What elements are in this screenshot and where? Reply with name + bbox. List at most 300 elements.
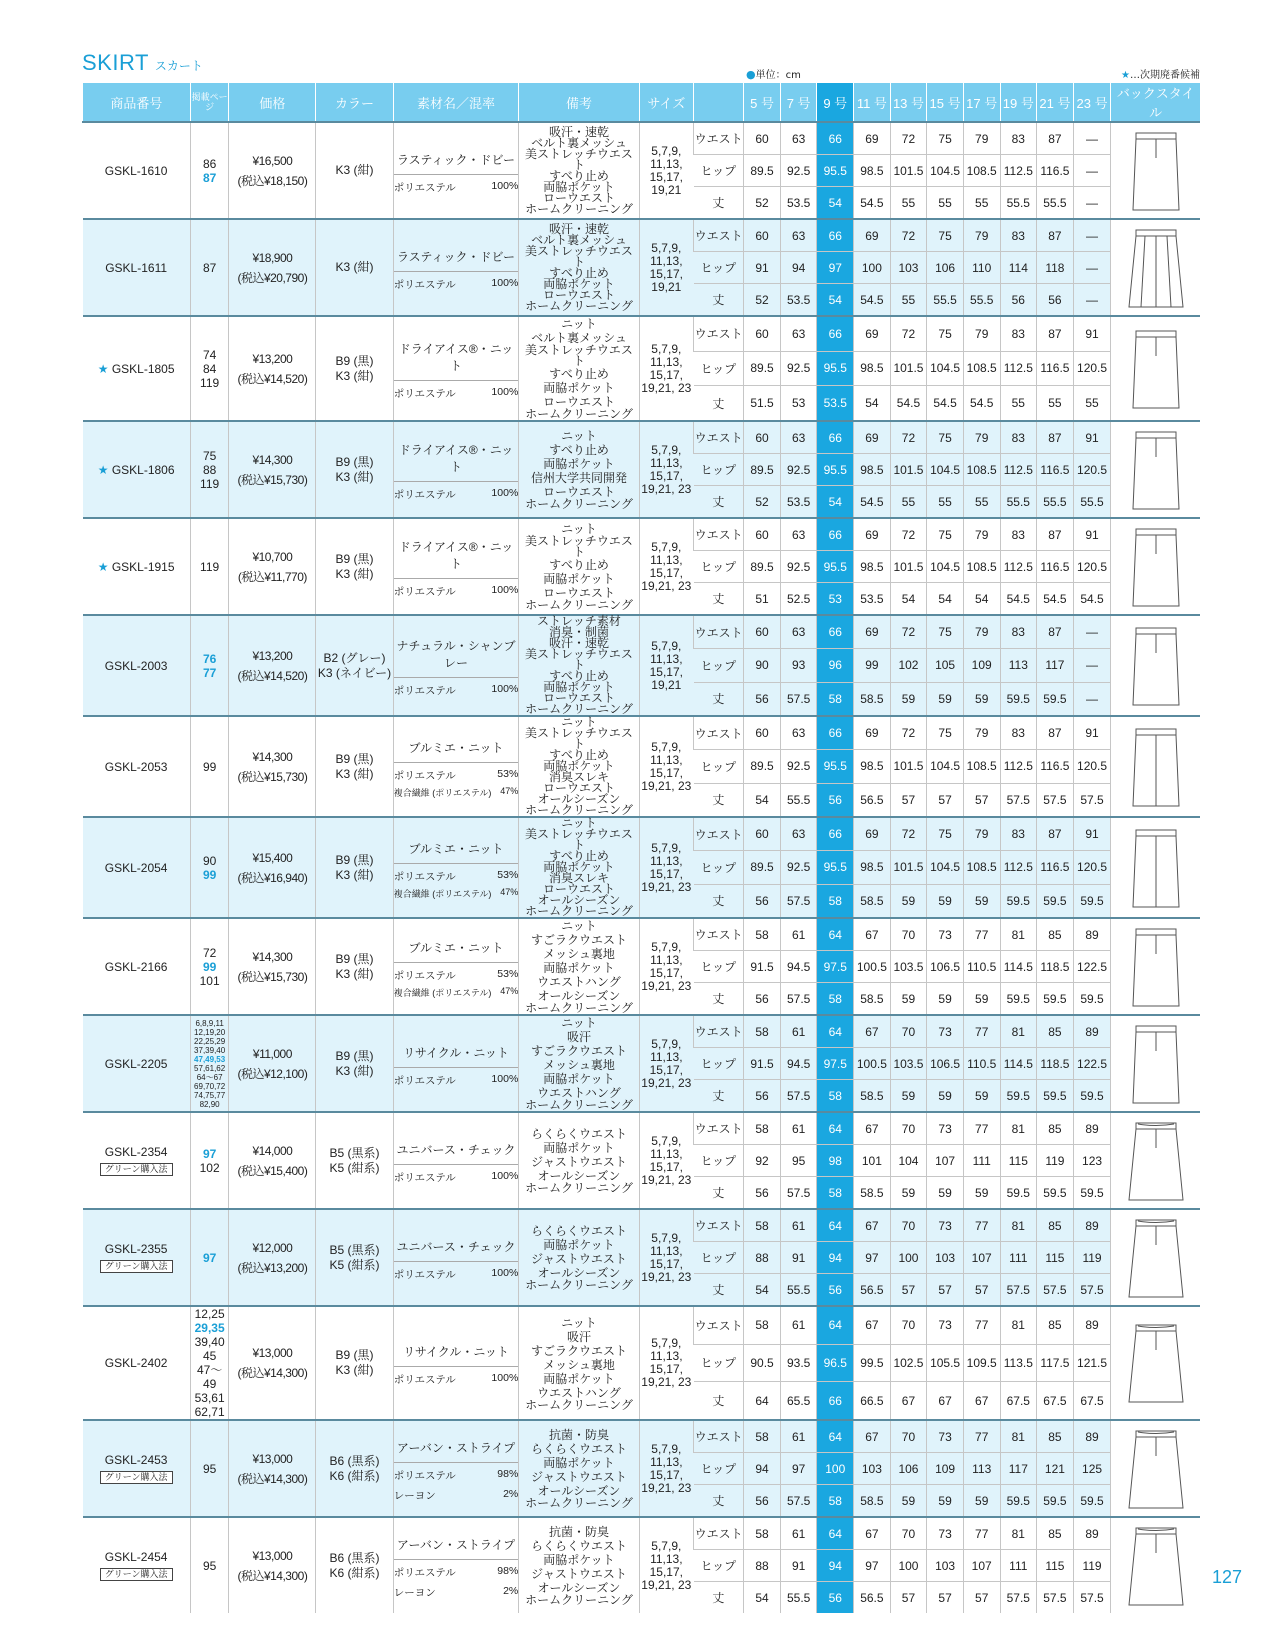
measure-label: ウエスト xyxy=(694,316,744,351)
size-value: 55.5 xyxy=(780,783,817,817)
size-value: 61 xyxy=(780,1112,817,1145)
color-cell xyxy=(316,1420,393,1517)
color-option: B9 (黒) xyxy=(335,1348,374,1362)
size-value: 117 xyxy=(1000,1453,1037,1485)
size-value: 85 xyxy=(1037,1517,1074,1550)
size-value: 58.5 xyxy=(854,1080,891,1113)
size-value: 60 xyxy=(744,615,781,649)
feature-note: ホームクリーニング xyxy=(525,598,633,612)
page-ref: 45 xyxy=(202,1349,217,1363)
measure-label: ウエスト xyxy=(694,518,744,551)
size-value: 81 xyxy=(1000,1420,1037,1453)
size-value: 97 xyxy=(854,1242,891,1274)
size-value: 52 xyxy=(744,187,781,220)
feature-note: 吸汗 xyxy=(566,1030,591,1044)
size-value: 59 xyxy=(927,983,964,1016)
feature-note: メッシュ裏地 xyxy=(543,1058,615,1072)
measure-label: 丈 xyxy=(694,1582,744,1614)
size-value: 54.5 xyxy=(963,386,1000,421)
size-value: 116.5 xyxy=(1037,155,1074,187)
size-value: 57 xyxy=(963,783,1000,817)
color-option: K3 (紺) xyxy=(335,1363,374,1377)
size-value: 109 xyxy=(963,649,1000,682)
page-ref: 76 xyxy=(202,651,217,666)
color-cell xyxy=(316,316,393,421)
size-value: 57.5 xyxy=(1073,783,1111,817)
size-value: 100 xyxy=(817,1453,854,1485)
measure-label: ウエスト xyxy=(694,219,744,252)
color-option: B9 (黒) xyxy=(335,551,374,566)
material-cell xyxy=(393,1517,519,1613)
size-value: 121 xyxy=(1037,1453,1074,1485)
color-option: K3 (紺) xyxy=(335,1063,374,1078)
skirt-back-icon xyxy=(1123,825,1189,911)
size-value: 66 xyxy=(817,122,854,155)
page-ref: 87 xyxy=(202,170,217,185)
page-ref: 102 xyxy=(199,1160,220,1175)
size-value: 92.5 xyxy=(780,551,817,583)
fiber-percent: 53% xyxy=(497,767,519,780)
measure-label: ヒップ xyxy=(694,1048,744,1080)
size-value: 115 xyxy=(1037,1550,1074,1582)
fiber-name: レーヨン xyxy=(393,1489,436,1502)
size-value: 57.5 xyxy=(1073,1582,1111,1614)
size-value: 101.5 xyxy=(890,551,927,583)
material-cell xyxy=(393,817,519,918)
size-value: 96.5 xyxy=(817,1344,854,1382)
skirt-back-icon xyxy=(1123,128,1189,214)
col-size-15: 15 号 xyxy=(927,83,964,122)
feature-note: すべり止め xyxy=(549,367,609,381)
table-row xyxy=(83,316,1201,351)
size-value: 83 xyxy=(1000,421,1037,454)
measure-label: ヒップ xyxy=(694,1242,744,1274)
size-value: 120.5 xyxy=(1073,351,1111,386)
available-sizes: 5,7,9, 11,13, 15,17, 19,21, 23 xyxy=(639,1306,693,1420)
material-name: ブルミエ・ニット xyxy=(394,935,519,963)
page-ref: 72 xyxy=(202,945,217,960)
size-value: 72 xyxy=(890,518,927,551)
size-value: 61 xyxy=(780,1015,817,1048)
page-ref: 119 xyxy=(200,559,220,574)
size-value: 63 xyxy=(780,316,817,351)
feature-note: 両脇ポケット xyxy=(543,572,615,586)
back-style-cell xyxy=(1111,1306,1200,1420)
size-value: 89 xyxy=(1073,1209,1111,1242)
table-row xyxy=(83,1015,1201,1048)
fiber-percent: 47% xyxy=(500,785,519,796)
size-value: 79 xyxy=(963,518,1000,551)
size-value: 123 xyxy=(1073,1145,1111,1177)
feature-note: ローウエスト xyxy=(542,287,615,302)
color-option: K3 (紺) xyxy=(335,260,374,274)
available-sizes: 5,7,9, 11,13, 15,17, 19,21 xyxy=(639,219,693,316)
size-value: 55 xyxy=(927,187,964,220)
size-value: 54 xyxy=(890,583,927,616)
size-value: 89.5 xyxy=(744,155,781,187)
size-value: 112.5 xyxy=(1000,351,1037,386)
size-value: 55 xyxy=(963,486,1000,519)
price-tax: (税込¥14,300) xyxy=(237,1471,308,1486)
material-cell xyxy=(393,1112,519,1209)
table-row xyxy=(83,421,1201,454)
size-value: 60 xyxy=(744,219,781,252)
size-value: 54 xyxy=(963,583,1000,616)
size-value: 57 xyxy=(890,1274,927,1307)
size-value: 75 xyxy=(927,421,964,454)
size-value: 58 xyxy=(744,1306,781,1344)
col-size-21: 21 号 xyxy=(1037,83,1074,122)
size-value: 59.5 xyxy=(1000,884,1037,918)
size-value: 108.5 xyxy=(963,454,1000,486)
measure-label: 丈 xyxy=(694,486,744,519)
size-value: 104.5 xyxy=(927,551,964,583)
star-icon: ★ xyxy=(1121,70,1130,81)
color-cell xyxy=(316,518,393,615)
product-code-cell xyxy=(83,1420,191,1517)
feature-note: 吸汗 xyxy=(566,1329,591,1344)
size-value: 57.5 xyxy=(780,884,817,918)
page-ref: 119 xyxy=(200,375,220,390)
color-cell xyxy=(316,615,393,716)
size-value: 59.5 xyxy=(1073,983,1111,1016)
size-value: 95.5 xyxy=(817,851,854,884)
size-value: 98 xyxy=(817,1145,854,1177)
size-value: 108.5 xyxy=(963,351,1000,386)
size-value: 59.5 xyxy=(1000,1080,1037,1113)
size-value: 91 xyxy=(1073,716,1111,750)
size-value: 75 xyxy=(927,817,964,851)
feature-note: すべり止め xyxy=(549,168,609,183)
material-composition xyxy=(394,678,519,698)
size-value: 72 xyxy=(890,716,927,750)
feature-note: 美ストレッチウエスト xyxy=(525,647,633,672)
feature-note: ジャストウエスト xyxy=(531,1252,627,1266)
size-value: 104.5 xyxy=(927,750,964,783)
size-value: 115 xyxy=(1037,1242,1074,1274)
size-value: 91 xyxy=(1073,518,1111,551)
size-value: — xyxy=(1073,155,1111,187)
size-value: 57.5 xyxy=(1037,1582,1074,1614)
skirt-back-icon xyxy=(1123,427,1189,513)
feature-note: 両脇ポケット xyxy=(543,860,615,874)
page-ref: 99 xyxy=(202,959,217,974)
material-cell xyxy=(393,518,519,615)
size-value: 55 xyxy=(963,187,1000,220)
size-value: 54.5 xyxy=(1037,583,1074,616)
size-value: 112.5 xyxy=(1000,155,1037,187)
size-value: 67 xyxy=(854,918,891,951)
product-code-cell xyxy=(83,316,191,421)
size-value: — xyxy=(1073,122,1111,155)
size-value: 91.5 xyxy=(744,951,781,983)
size-value: 66 xyxy=(817,421,854,454)
size-value: 109.5 xyxy=(963,1344,1000,1382)
back-style-cell xyxy=(1111,817,1200,918)
size-value: 103.5 xyxy=(890,951,927,983)
size-value: 56 xyxy=(744,1177,781,1210)
material-composition xyxy=(394,175,519,195)
size-value: 94 xyxy=(817,1550,854,1582)
color-option: K3 (紺) xyxy=(335,469,374,484)
measure-label: ヒップ xyxy=(694,551,744,583)
notes-cell xyxy=(519,918,639,1015)
size-value: 85 xyxy=(1037,1306,1074,1344)
feature-note: 両脇ポケット xyxy=(543,1072,615,1086)
price: ¥15,400 xyxy=(252,850,293,865)
measure-label: ヒップ xyxy=(694,649,744,682)
size-value: 64 xyxy=(817,918,854,951)
size-value: 83 xyxy=(1000,817,1037,851)
size-value: 92.5 xyxy=(780,454,817,486)
size-value: 106.5 xyxy=(927,951,964,983)
material-name: ドライアイス®・ニット xyxy=(394,336,519,381)
material-composition xyxy=(394,1068,519,1088)
skirt-back-icon xyxy=(1123,1523,1189,1609)
fiber-name: ポリエステル xyxy=(393,489,456,501)
size-value: 69 xyxy=(854,615,891,649)
fiber-name: ポリエステル xyxy=(393,870,456,883)
price-cell xyxy=(229,817,316,918)
price-cell xyxy=(229,1112,316,1209)
size-value: 59.5 xyxy=(1000,1485,1037,1518)
size-value: 120.5 xyxy=(1073,551,1111,583)
measure-label: 丈 xyxy=(694,884,744,918)
feature-note: ローウエスト xyxy=(542,586,615,600)
page-ref: 82,90 xyxy=(199,1099,220,1109)
size-value: 83 xyxy=(1000,615,1037,649)
size-value: 92.5 xyxy=(780,750,817,783)
bullet-icon: ● xyxy=(746,68,756,81)
size-value: 79 xyxy=(963,716,1000,750)
size-value: 72 xyxy=(890,615,927,649)
size-value: 59.5 xyxy=(1073,884,1111,918)
fiber-percent: 100% xyxy=(491,584,519,596)
size-value: 79 xyxy=(963,615,1000,649)
size-value: 89.5 xyxy=(744,454,781,486)
measure-label: ウエスト xyxy=(694,716,744,750)
size-value: 95.5 xyxy=(817,750,854,783)
size-value: 85 xyxy=(1037,1015,1074,1048)
size-value: 100.5 xyxy=(854,1048,891,1080)
product-code-cell xyxy=(83,518,191,615)
fiber-name: 複合繊維 (ポリエステル) xyxy=(393,888,492,899)
size-value: 89 xyxy=(1073,1420,1111,1453)
price: ¥13,000 xyxy=(252,1548,293,1563)
size-value: 85 xyxy=(1037,1420,1074,1453)
notes-cell xyxy=(519,122,639,219)
fiber-percent: 2% xyxy=(503,1584,519,1597)
feature-note: 両脇ポケット xyxy=(543,276,615,291)
size-value: 118 xyxy=(1037,252,1074,284)
size-value: 77 xyxy=(963,1112,1000,1145)
table-row xyxy=(83,918,1201,951)
size-value: 100.5 xyxy=(854,951,891,983)
table-row xyxy=(83,518,1201,551)
size-value: 79 xyxy=(963,421,1000,454)
measure-label: ヒップ xyxy=(694,1550,744,1582)
star-icon: ★ xyxy=(97,559,112,574)
price: ¥13,000 xyxy=(252,1346,293,1360)
size-value: 60 xyxy=(744,716,781,750)
size-value: 93.5 xyxy=(780,1344,817,1382)
size-value: 58 xyxy=(744,1517,781,1550)
pages-cell xyxy=(190,122,229,219)
size-value: 114 xyxy=(1000,252,1037,284)
feature-note: 吸汗・速乾 xyxy=(548,124,609,139)
table-row xyxy=(83,817,1201,851)
size-value: 77 xyxy=(963,1209,1000,1242)
size-value: 85 xyxy=(1037,1112,1074,1145)
size-value: 64 xyxy=(817,1517,854,1550)
price-tax: (税込¥13,200) xyxy=(237,1260,308,1275)
col-pages: 掲載ページ xyxy=(190,83,229,122)
size-value: 79 xyxy=(963,122,1000,155)
fiber-percent: 53% xyxy=(497,868,519,881)
product-code-cell xyxy=(83,615,191,716)
available-sizes: 5,7,9, 11,13, 15,17, 19,21, 23 xyxy=(639,817,693,918)
size-value: 104.5 xyxy=(927,851,964,884)
measure-label: 丈 xyxy=(694,983,744,1016)
pages-cell xyxy=(190,1306,229,1420)
size-value: 58.5 xyxy=(854,1177,891,1210)
size-value: 73 xyxy=(927,1209,964,1242)
feature-note: ローウエスト xyxy=(542,395,615,409)
feature-note: ウエストハング xyxy=(537,975,621,989)
product-code: GSKL-2454 xyxy=(104,1550,168,1564)
size-value: 119 xyxy=(1073,1550,1111,1582)
back-style-cell xyxy=(1111,1517,1200,1613)
fiber-percent: 100% xyxy=(491,1266,519,1279)
table-row xyxy=(83,122,1201,155)
size-value: 59 xyxy=(963,682,1000,716)
fiber-percent: 100% xyxy=(491,276,519,289)
measure-label: ウエスト xyxy=(694,1306,744,1344)
measure-label: 丈 xyxy=(694,1274,744,1307)
size-value: 59 xyxy=(927,682,964,716)
size-value: 120.5 xyxy=(1073,750,1111,783)
price-tax: (税込¥14,300) xyxy=(237,1366,308,1380)
size-value: 120.5 xyxy=(1073,454,1111,486)
page-ref: 53,61 xyxy=(194,1391,225,1405)
material-composition xyxy=(394,272,519,292)
feature-note: ホームクリーニング xyxy=(525,497,633,511)
col-size-9: 9 号 xyxy=(817,83,854,122)
fiber-name: ポリエステル xyxy=(393,586,456,598)
size-value: 72 xyxy=(890,122,927,155)
feature-note: オールシーズン xyxy=(537,1581,621,1595)
size-value: 58 xyxy=(817,682,854,716)
feature-note: 両脇ポケット xyxy=(543,759,615,773)
size-value: 59.5 xyxy=(1000,983,1037,1016)
material-composition xyxy=(394,884,519,900)
color-option: B6 (黒系) xyxy=(329,1550,380,1565)
size-value: 53.5 xyxy=(817,386,854,421)
color-option: B9 (黒) xyxy=(335,751,374,766)
measure-label: ヒップ xyxy=(694,155,744,187)
size-value: 57.5 xyxy=(1073,1274,1111,1307)
price-cell xyxy=(229,615,316,716)
page-ref: 95 xyxy=(202,1558,217,1573)
size-value: 97 xyxy=(780,1453,817,1485)
color-cell xyxy=(316,918,393,1015)
feature-note: 両脇ポケット xyxy=(543,1141,615,1155)
col-size-5: 5 号 xyxy=(744,83,781,122)
page-ref: 74 xyxy=(202,347,217,362)
pages-cell xyxy=(190,1112,229,1209)
size-value: 58.5 xyxy=(854,682,891,716)
size-value: 110 xyxy=(963,252,1000,284)
size-value: 63 xyxy=(780,122,817,155)
price-tax: (税込¥14,520) xyxy=(237,668,308,683)
material-composition xyxy=(394,482,519,502)
price-tax: (税込¥15,730) xyxy=(237,769,308,784)
size-value: 64 xyxy=(817,1112,854,1145)
fiber-name: 複合繊維 (ポリエステル) xyxy=(393,787,492,798)
fiber-percent: 2% xyxy=(503,1487,519,1500)
price-tax: (税込¥15,400) xyxy=(237,1163,308,1178)
size-value: 73 xyxy=(927,1420,964,1453)
size-value: 59.5 xyxy=(1000,682,1037,716)
size-value: 56 xyxy=(1000,284,1037,317)
product-code-cell xyxy=(83,219,191,316)
feature-note: 吸汗・速乾 xyxy=(548,221,609,236)
feature-note: ニット xyxy=(561,1315,597,1330)
size-value: 69 xyxy=(854,122,891,155)
price-cell xyxy=(229,122,316,219)
skirt-back-icon xyxy=(1123,623,1189,709)
size-value: 52.5 xyxy=(780,583,817,616)
size-value: 73 xyxy=(927,1517,964,1550)
price: ¥18,900 xyxy=(252,250,293,265)
size-value: 112.5 xyxy=(1000,851,1037,884)
size-value: 58 xyxy=(744,1015,781,1048)
size-value: 113 xyxy=(963,1453,1000,1485)
size-value: 66.5 xyxy=(854,1382,891,1420)
size-value: 55.5 xyxy=(927,284,964,317)
size-value: 75 xyxy=(927,122,964,155)
size-value: 57 xyxy=(963,1582,1000,1614)
size-value: 60 xyxy=(744,817,781,851)
size-value: 66 xyxy=(817,817,854,851)
size-value: 108.5 xyxy=(963,851,1000,884)
size-value: 116.5 xyxy=(1037,351,1074,386)
feature-note: ホームクリーニング xyxy=(525,904,633,918)
size-value: 69 xyxy=(854,817,891,851)
feature-note: すごラクウエスト xyxy=(530,1044,627,1058)
feature-note: オールシーズン xyxy=(537,1484,621,1498)
back-style-cell xyxy=(1111,122,1200,219)
size-value: 59 xyxy=(927,1485,964,1518)
size-value: 59.5 xyxy=(1037,1177,1074,1210)
feature-note: ニット xyxy=(561,1016,597,1030)
skirt-back-icon xyxy=(1123,724,1189,810)
page-ref: 62,71 xyxy=(194,1405,225,1419)
size-value: 54 xyxy=(854,386,891,421)
available-sizes: 5,7,9, 11,13, 15,17, 19,21, 23 xyxy=(639,316,693,421)
fiber-name: レーヨン xyxy=(393,1586,436,1599)
measure-label: 丈 xyxy=(694,1177,744,1210)
feature-note: ローウエスト xyxy=(542,485,615,499)
material-composition xyxy=(394,381,519,401)
size-value: 112.5 xyxy=(1000,454,1037,486)
size-value: 101.5 xyxy=(890,454,927,486)
material-name: アーバン・ストライプ xyxy=(394,1532,519,1560)
size-value: 108.5 xyxy=(963,750,1000,783)
product-code: GSKL-1805 xyxy=(111,361,175,376)
price: ¥12,000 xyxy=(252,1240,293,1255)
size-value: 77 xyxy=(963,1517,1000,1550)
